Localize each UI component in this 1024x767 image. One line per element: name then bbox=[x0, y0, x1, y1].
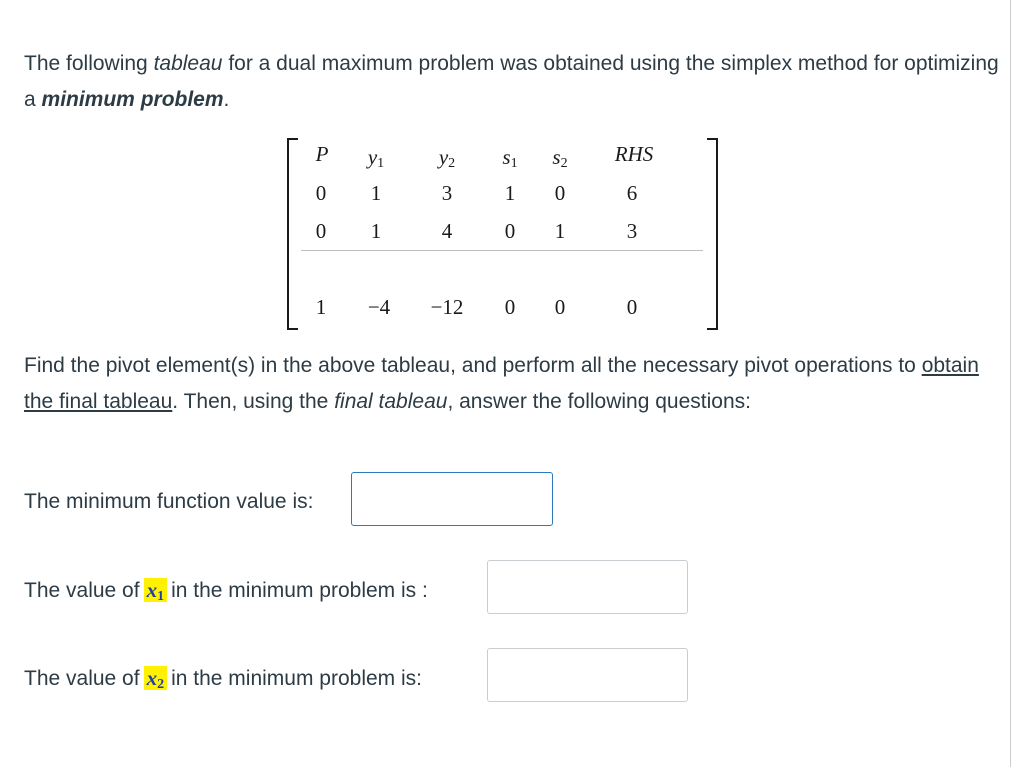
tableau-header-RHS: RHS bbox=[614, 142, 654, 166]
page-right-border bbox=[1010, 0, 1011, 767]
intro-term-minimum: minimum problem bbox=[41, 88, 224, 111]
tableau-cell: 3 bbox=[441, 181, 453, 205]
x2-question-suffix: in the minimum problem is: bbox=[171, 667, 422, 690]
tableau-objective-cell: 0 bbox=[626, 295, 638, 319]
tableau-cell: 1 bbox=[370, 181, 382, 205]
intro-paragraph bbox=[24, 46, 999, 118]
tableau-objective-cell: −4 bbox=[367, 295, 391, 319]
intro-text-3: . bbox=[223, 88, 230, 111]
tableau-objective-cell: 0 bbox=[554, 295, 566, 319]
instruction-term-final-tableau: final tableau bbox=[334, 390, 448, 413]
x2-variable: $x_2$ bbox=[144, 666, 168, 690]
tableau-cell: 1 bbox=[554, 219, 566, 243]
intro-text-2: for a dual maximum problem was obtained using the simplex method for optimizing a bbox=[24, 52, 999, 111]
x2-value-input[interactable] bbox=[487, 648, 688, 702]
tableau-header-P: P bbox=[315, 142, 329, 166]
x1-question-suffix: in the minimum problem is : bbox=[171, 579, 428, 602]
tableau-cell: 0 bbox=[504, 219, 516, 243]
tableau-cell: 6 bbox=[626, 181, 638, 205]
x2-question-label bbox=[24, 666, 422, 693]
tableau-objective-cell: 0 bbox=[504, 295, 516, 319]
instruction-text-1: Find the pivot element(s) in the above tableau, and perform all the necessary pivot operations to bbox=[24, 354, 922, 377]
matrix-right-bracket bbox=[707, 138, 718, 330]
x2-question-prefix: The value of bbox=[24, 667, 140, 690]
tableau-objective-cell: 1 bbox=[315, 295, 327, 319]
tableau-header-s1: $s_1$ bbox=[502, 145, 518, 171]
tableau-cell: 3 bbox=[626, 219, 638, 243]
x1-question-label bbox=[24, 578, 428, 605]
x1-variable: $x_1$ bbox=[144, 578, 168, 602]
tableau-divider bbox=[301, 250, 703, 251]
x1-value-input[interactable] bbox=[487, 560, 688, 614]
tableau-cell: 0 bbox=[315, 219, 327, 243]
instruction-text-3: , answer the following questions: bbox=[447, 390, 751, 413]
tableau-cell: 0 bbox=[315, 181, 327, 205]
tableau-cell: 0 bbox=[554, 181, 566, 205]
instruction-paragraph bbox=[24, 348, 999, 420]
tableau-header-y1: $y_1$ bbox=[367, 145, 385, 171]
tableau-cell: 4 bbox=[441, 219, 453, 243]
tableau-header-y2: $y_2$ bbox=[438, 145, 456, 171]
min-value-input[interactable] bbox=[351, 472, 553, 526]
tableau-cell: 1 bbox=[370, 219, 382, 243]
tableau-objective-cell: −12 bbox=[430, 295, 464, 319]
instruction-final-tableau-link: obtain the final tableau bbox=[24, 354, 979, 413]
matrix-left-bracket bbox=[287, 138, 298, 330]
simplex-tableau bbox=[287, 138, 718, 328]
intro-term-tableau: tableau bbox=[153, 52, 223, 75]
intro-text-1: The following bbox=[24, 52, 154, 75]
instruction-text-2: . Then, using the bbox=[172, 390, 335, 413]
min-value-label: The minimum function value is: bbox=[24, 490, 314, 513]
tableau-header-s2: $s_2$ bbox=[552, 145, 568, 171]
x1-question-prefix: The value of bbox=[24, 579, 140, 602]
tableau-cell: 1 bbox=[504, 181, 516, 205]
